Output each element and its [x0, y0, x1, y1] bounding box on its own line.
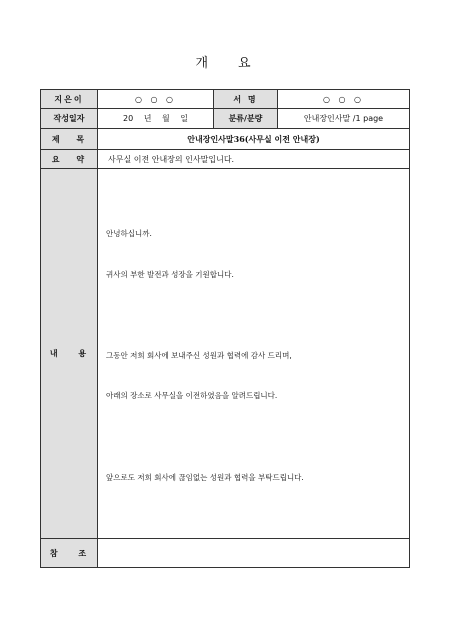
title-char-2: 요 [238, 56, 255, 71]
reference-label: 참 조 [41, 539, 98, 568]
title-char-1: 개 [195, 56, 212, 71]
row-author [41, 90, 410, 109]
row-reference [41, 539, 410, 568]
subject-label: 제 목 [41, 129, 98, 150]
subject-value[interactable]: 안내장인사말36(사무실 이전 안내장) [98, 129, 410, 150]
summary-label: 요 약 [41, 150, 98, 169]
row-summary [41, 150, 410, 169]
content-line-2: 귀사의 부한 발전과 성장을 기원합니다. [106, 270, 234, 279]
row-subject [41, 129, 410, 150]
content-area[interactable] [98, 169, 410, 539]
reference-value[interactable] [98, 539, 410, 568]
row-content [41, 169, 410, 539]
content-line-1: 안녕하십니까. [106, 229, 152, 238]
overview-form [40, 89, 410, 568]
content-line-4: 아래의 장소로 사무실을 이전하였음을 알려드립니다. [106, 391, 278, 400]
category-value[interactable]: 안내장인사말 /1 page [278, 109, 410, 129]
content-label: 내 용 [41, 169, 98, 539]
summary-value[interactable]: 사무실 이전 안내장의 인사말입니다. [98, 150, 410, 169]
content-line-5: 앞으로도 저희 회사에 끊임없는 성원과 협력을 부탁드립니다. [106, 473, 304, 482]
signature-label: 서 명 [214, 90, 278, 109]
content-line-3: 그동안 저희 회사에 보내주신 성원과 협력에 감사 드리며, [106, 351, 292, 360]
author-value[interactable]: ○ ○ ○ [98, 90, 214, 109]
signature-value[interactable]: ○ ○ ○ [278, 90, 410, 109]
row-date [41, 109, 410, 129]
author-label: 지은이 [41, 90, 98, 109]
category-label: 분류/분량 [214, 109, 278, 129]
date-label: 작성일자 [41, 109, 98, 129]
document-title [0, 52, 450, 71]
date-value[interactable]: 20 년 월 일 [98, 109, 214, 129]
